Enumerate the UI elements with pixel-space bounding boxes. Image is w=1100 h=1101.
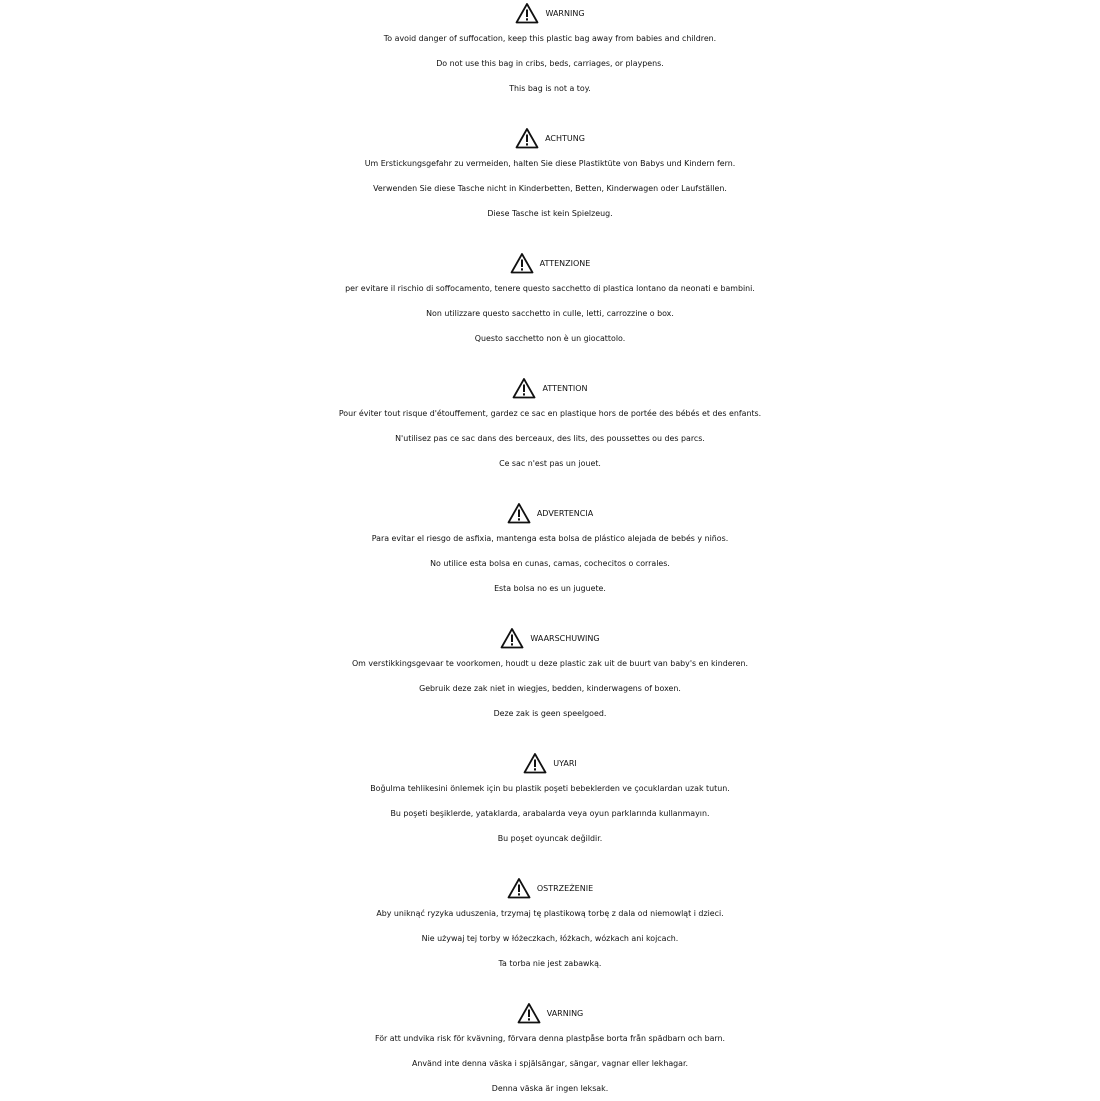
warning-line: Diese Tasche ist kein Spielzeug. — [487, 209, 613, 218]
warning-heading — [0, 626, 1100, 651]
heading-text: ACHTUNG — [545, 134, 585, 143]
warning-block-polish — [0, 876, 1100, 976]
warning-line: Om verstikkingsgevaar te voorkomen, houdt u deze plastic zak uit de buurt van baby's en kinderen. — [351, 659, 749, 668]
warning-block-spanish — [0, 501, 1100, 601]
warning-heading — [0, 1001, 1100, 1026]
warning-line: Nie używaj tej torby w łóżeczkach, łóżkach, wózkach ani kojcach. — [421, 934, 679, 943]
warning-heading — [0, 876, 1100, 901]
warning-line: Bu poşeti beşiklerde, yataklarda, arabalarda veya oyun parklarında kullanmayın. — [390, 809, 710, 818]
warning-block-english — [0, 1, 1100, 101]
warning-block-turkish — [0, 751, 1100, 851]
warning-triangle-icon — [515, 127, 539, 149]
heading-text: ATTENZIONE — [539, 259, 591, 268]
heading-text: WAARSCHUWING — [530, 634, 600, 643]
warning-line: Denna väska är ingen leksak. — [491, 1084, 609, 1093]
warning-line: N'utilisez pas ce sac dans des berceaux, des lits, des poussettes ou des parcs. — [395, 434, 705, 443]
heading-text: ATTENTION — [542, 384, 588, 393]
warning-line: Para evitar el riesgo de asfixia, mantenga esta bolsa de plástico alejada de bebés y niños. — [371, 534, 729, 543]
warning-line: Questo sacchetto non è un giocattolo. — [474, 334, 626, 343]
warning-heading — [0, 1, 1100, 26]
warning-line: Pour éviter tout risque d'étouffement, gardez ce sac en plastique hors de portée des bébés et des enfants. — [338, 409, 762, 418]
warning-line: Non utilizzare questo sacchetto in culle, letti, carrozzine o box. — [426, 309, 674, 318]
warning-line: Do not use this bag in cribs, beds, carriages, or playpens. — [436, 59, 664, 68]
warning-triangle-icon — [523, 752, 547, 774]
heading-text: WARNING — [545, 9, 585, 18]
warning-triangle-icon — [500, 627, 524, 649]
heading-text: UYARI — [553, 759, 577, 768]
warning-line: Gebruik deze zak niet in wiegjes, bedden, kinderwagens of boxen. — [419, 684, 681, 693]
heading-text: ADVERTENCIA — [536, 509, 594, 518]
warning-heading — [0, 126, 1100, 151]
warning-block-german — [0, 126, 1100, 226]
warning-line: För att undvika risk för kvävning, förvara denna plastpåse borta från spädbarn och barn. — [374, 1034, 726, 1043]
warning-block-french — [0, 376, 1100, 476]
warning-triangle-icon — [512, 377, 536, 399]
warning-triangle-icon — [507, 877, 531, 899]
warning-line: This bag is not a toy. — [509, 84, 591, 93]
warning-triangle-icon — [510, 252, 534, 274]
warning-line: No utilice esta bolsa en cunas, camas, cochecitos o corrales. — [430, 559, 670, 568]
warning-heading — [0, 751, 1100, 776]
warning-line: per evitare il rischio di soffocamento, tenere questo sacchetto di plastica lontano da neonati e bambini. — [345, 284, 755, 293]
warning-block-dutch — [0, 626, 1100, 726]
heading-text: VARNING — [546, 1009, 584, 1018]
warning-heading — [0, 251, 1100, 276]
warning-heading — [0, 501, 1100, 526]
heading-text: OSTRZEŻENIE — [536, 884, 594, 893]
warning-line: Ce sac n'est pas un jouet. — [499, 459, 601, 468]
warning-heading — [0, 376, 1100, 401]
warning-triangle-icon — [507, 502, 531, 524]
warning-line: Esta bolsa no es un juguete. — [494, 584, 606, 593]
warning-triangle-icon — [517, 1002, 541, 1024]
warning-line: Bu poşet oyuncak değildir. — [497, 834, 603, 843]
warning-line: Deze zak is geen speelgoed. — [493, 709, 607, 718]
warning-triangle-icon — [515, 2, 539, 24]
warning-line: Använd inte denna väska i spjälsängar, sängar, vagnar eller lekhagar. — [411, 1059, 689, 1068]
warning-line: Aby uniknąć ryzyka uduszenia, trzymaj tę plastikową torbę z dala od niemowląt i dzieci. — [376, 909, 724, 918]
warning-block-swedish — [0, 1001, 1100, 1101]
warning-line: Verwenden Sie diese Tasche nicht in Kinderbetten, Betten, Kinderwagen oder Laufställen. — [373, 184, 727, 193]
warning-block-italian — [0, 251, 1100, 351]
warning-line: To avoid danger of suffocation, keep this plastic bag away from babies and children. — [383, 34, 717, 43]
warning-line: Um Erstickungsgefahr zu vermeiden, halten Sie diese Plastiktüte von Babys und Kindern fern. — [364, 159, 736, 168]
warning-line: Ta torba nie jest zabawką. — [498, 959, 602, 968]
warning-line: Boğulma tehlikesini önlemek için bu plastik poşeti bebeklerden ve çocuklardan uzak tutun. — [370, 784, 730, 793]
